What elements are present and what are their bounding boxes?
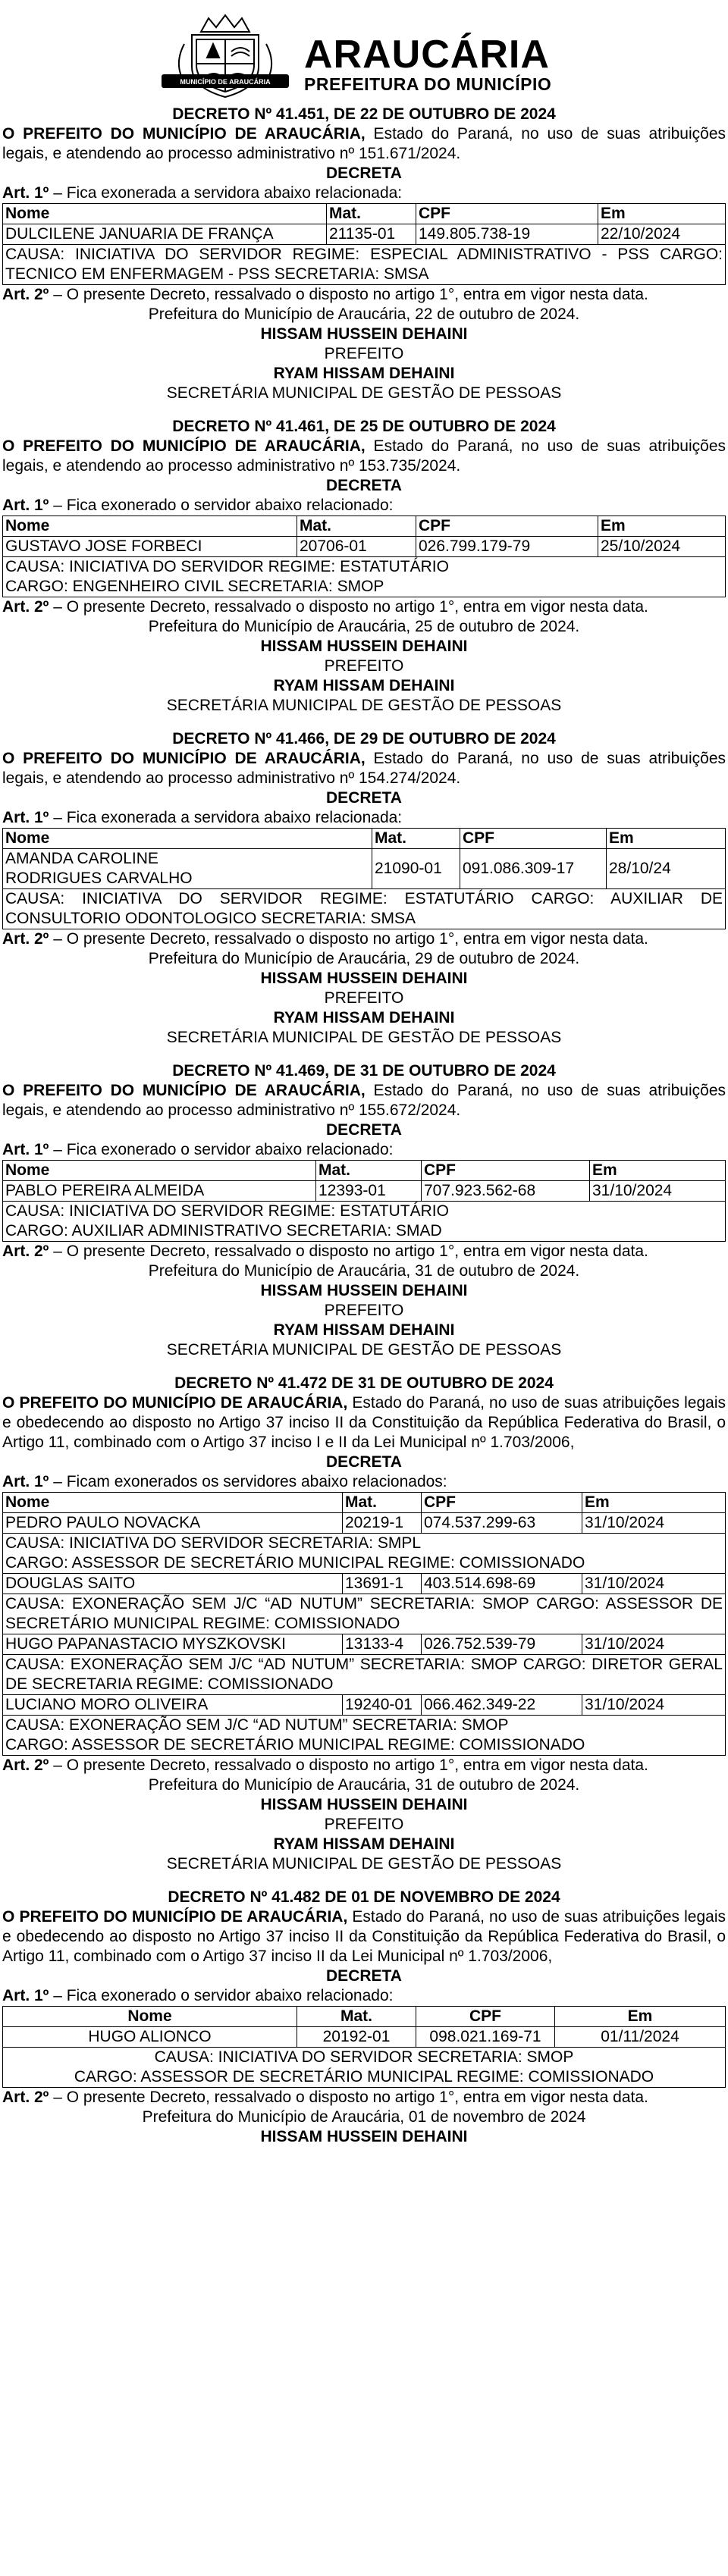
servants-table xyxy=(2,516,726,597)
signer-secretary: RYAM HISSAM DEHAINI xyxy=(273,677,455,694)
table-row: GUSTAVO JOSE FORBECI 20706-01 026.799.179-79 25/10/2024 xyxy=(3,537,726,557)
page-header xyxy=(2,0,726,105)
article-2: Art. 2º – O presente Decreto, ressalvado o disposto no artigo 1°, entra em vigor nesta data. xyxy=(2,930,648,948)
decreta-heading: DECRETA xyxy=(326,1121,402,1139)
table-cause-row: CAUSA: INICIATIVA DO SERVIDOR REGIME: ESPECIAL ADMINISTRATIVO - PSS CARGO: TECNICO EM ENFERMAGEM - PSS SECRETARIA: SMSA xyxy=(3,245,726,285)
decree-intro: O PREFEITO DO MUNICÍPIO DE ARAUCÁRIA, Estado do Paraná, no uso de suas atribuições legais, e atendendo ao processo administrativo nº 153.735/2024. xyxy=(2,437,726,475)
servants-table xyxy=(2,2006,726,2088)
decree-intro: O PREFEITO DO MUNICÍPIO DE ARAUCÁRIA, Estado do Paraná, no uso de suas atribuições legais, e atendendo ao processo administrativo nº 155.672/2024. xyxy=(2,1082,726,1119)
signer-mayor-role: PREFEITO xyxy=(324,989,404,1007)
servants-table xyxy=(2,1160,726,1242)
table-cause-row: CAUSA: INICIATIVA DO SERVIDOR REGIME: ESTATUTÁRIO CARGO: AUXILIAR ADMINISTRATIVO SECRETARIA: SMAD xyxy=(3,1202,726,1242)
table-cause-row: CAUSA: INICIATIVA DO SERVIDOR SECRETARIA: SMPL CARGO: ASSESSOR DE SECRETÁRIO MUNICIPAL REGIME: COMISSIONADO xyxy=(3,1534,726,1574)
table-cause-row: CAUSA: INICIATIVA DO SERVIDOR SECRETARIA: SMOP CARGO: ASSESSOR DE SECRETÁRIO MUNICIPAL REGIME: COMISSIONADO xyxy=(3,2048,726,2088)
decree-title: DECRETO Nº 41.466, DE 29 DE OUTUBRO DE 2024 xyxy=(172,730,556,747)
table-cause-row: CAUSA: INICIATIVA DO SERVIDOR REGIME: ESTATUTÁRIO CARGO: AUXILIAR DE CONSULTORIO ODONTOLOGICO SECRETARIA: SMSA xyxy=(3,889,726,929)
table-header-row: Nome Mat. CPF Em xyxy=(3,1493,726,1513)
article-2: Art. 2º – O presente Decreto, ressalvado o disposto no artigo 1°, entra em vigor nesta data. xyxy=(2,598,648,616)
decree-41466 xyxy=(2,729,726,1048)
table-cause-row: CAUSA: EXONERAÇÃO SEM J/C “AD NUTUM” SECRETARIA: SMOP CARGO: DIRETOR GERAL DE SECRETARIA REGIME: COMISSIONADO xyxy=(3,1655,726,1695)
decree-41472 xyxy=(2,1374,726,1874)
article-2: Art. 2º – O presente Decreto, ressalvado o disposto no artigo 1°, entra em vigor nesta data. xyxy=(2,1757,648,1774)
decree-title: DECRETO Nº 41.469, DE 31 DE OUTUBRO DE 2024 xyxy=(172,1062,556,1080)
table-cause-row: CAUSA: EXONERAÇÃO SEM J/C “AD NUTUM” SECRETARIA: SMOP CARGO: ASSESSOR DE SECRETÁRIO MUNICIPAL REGIME: COMISSIONADO xyxy=(3,1594,726,1634)
article-1: Art. 1º – Fica exonerada a servidora abaixo relacionada: xyxy=(2,809,403,826)
signer-secretary: RYAM HISSAM DEHAINI xyxy=(273,1321,455,1339)
signer-secretary: RYAM HISSAM DEHAINI xyxy=(273,1835,455,1853)
decreta-heading: DECRETA xyxy=(326,1453,402,1471)
article-1: Art. 1º – Ficam exonerados os servidores abaixo relacionados: xyxy=(2,1473,447,1490)
decree-title: DECRETO Nº 41.472 DE 31 DE OUTUBRO DE 2024 xyxy=(174,1374,554,1392)
place-date: Prefeitura do Município de Araucária, 31 de outubro de 2024. xyxy=(148,1262,580,1280)
decree-intro: O PREFEITO DO MUNICÍPIO DE ARAUCÁRIA, Estado do Paraná, no uso de suas atribuições legais e obedecendo ao disposto no Artigo 37 inciso II da Constituição da República Federativa do Brasil, o Artigo 11, combinado com o Artigo 37 inciso II da Lei Municipal nº 1.703/2006, xyxy=(2,1908,726,1965)
decreta-heading: DECRETA xyxy=(326,789,402,807)
decree-41461 xyxy=(2,417,726,716)
decree-intro: O PREFEITO DO MUNICÍPIO DE ARAUCÁRIA, Estado do Paraná, no uso de suas atribuições legais, e atendendo ao processo administrativo nº 151.671/2024. xyxy=(2,125,726,162)
table-row: DOUGLAS SAITO 13691-1 403.514.698-69 31/10/2024 xyxy=(3,1574,726,1594)
article-2: Art. 2º – O presente Decreto, ressalvado o disposto no artigo 1°, entra em vigor nesta data. xyxy=(2,286,648,303)
name-line: AMANDA CAROLINE RODRIGUES CARVALHO xyxy=(5,850,193,887)
signer-mayor-role: PREFEITO xyxy=(324,1302,404,1319)
signer-mayor-role: PREFEITO xyxy=(324,345,404,362)
article-1: Art. 1º – Fica exonerado o servidor abaixo relacionado: xyxy=(2,497,394,514)
article-2: Art. 2º – O presente Decreto, ressalvado o disposto no artigo 1°, entra em vigor nesta data. xyxy=(2,1243,648,1260)
signer-secretary: RYAM HISSAM DEHAINI xyxy=(273,1009,455,1026)
brand-name: ARAUCÁRIA xyxy=(304,33,550,77)
servants-table xyxy=(2,828,726,929)
table-row: DULCILENE JANUARIA DE FRANÇA 21135-01 149.805.738-19 22/10/2024 xyxy=(3,224,726,245)
brand-block xyxy=(304,35,551,94)
servants-table xyxy=(2,1492,726,1756)
place-date: Prefeitura do Município de Araucária, 31 de outubro de 2024. xyxy=(148,1776,580,1794)
decree-title: DECRETO Nº 41.451, DE 22 DE OUTUBRO DE 2024 xyxy=(172,105,556,123)
decree-title: DECRETO Nº 41.482 DE 01 DE NOVEMBRO DE 2024 xyxy=(168,1888,560,1906)
place-date: Prefeitura do Município de Araucária, 22 de outubro de 2024. xyxy=(148,306,580,323)
table-header-row: Nome Mat. CPF Em xyxy=(3,2007,726,2027)
place-date: Prefeitura do Município de Araucária, 29 de outubro de 2024. xyxy=(148,950,580,967)
servants-table xyxy=(2,203,726,285)
signer-secretary-role: SECRETÁRIA MUNICIPAL DE GESTÃO DE PESSOAS xyxy=(166,1341,562,1359)
signer-secretary-role: SECRETÁRIA MUNICIPAL DE GESTÃO DE PESSOAS xyxy=(166,697,562,714)
article-1: Art. 1º – Fica exonerado o servidor abaixo relacionado: xyxy=(2,1141,394,1158)
signer-mayor: HISSAM HUSSEIN DEHAINI xyxy=(260,325,468,343)
article-1: Art. 1º – Fica exonerado o servidor abaixo relacionado: xyxy=(2,1987,394,2004)
table-row: HUGO ALIONCO 20192-01 098.021.169-71 01/11/2024 xyxy=(3,2027,726,2048)
table-header-row: Nome Mat. CPF Em xyxy=(3,1161,726,1181)
signer-mayor: HISSAM HUSSEIN DEHAINI xyxy=(260,970,468,987)
signer-mayor: HISSAM HUSSEIN DEHAINI xyxy=(260,638,468,655)
decree-title: DECRETO Nº 41.461, DE 25 DE OUTUBRO DE 2024 xyxy=(172,418,556,435)
decree-41469 xyxy=(2,1061,726,1360)
table-header-row: Nome Mat. CPF Em xyxy=(3,204,726,224)
table-header-row: Nome Mat. CPF Em xyxy=(3,516,726,537)
signer-mayor: HISSAM HUSSEIN DEHAINI xyxy=(260,1282,468,1299)
decree-intro: O PREFEITO DO MUNICÍPIO DE ARAUCÁRIA, Estado do Paraná, no uso de suas atribuições legais e obedecendo ao disposto no Artigo 37 inciso II da Constituição da República Federativa do Brasil, o Artigo 11, combinado com o Artigo 37 inciso I e II da Lei Municipal nº 1.703/2006, xyxy=(2,1394,726,1451)
decreta-heading: DECRETA xyxy=(326,165,402,182)
signer-secretary-role: SECRETÁRIA MUNICIPAL DE GESTÃO DE PESSOAS xyxy=(166,1855,562,1872)
article-2: Art. 2º – O presente Decreto, ressalvado o disposto no artigo 1°, entra em vigor nesta data. xyxy=(2,2089,648,2106)
article-1: Art. 1º – Fica exonerada a servidora abaixo relacionada: xyxy=(2,184,403,202)
place-date: Prefeitura do Município de Araucária, 25 de outubro de 2024. xyxy=(148,618,580,635)
table-cause-row: CAUSA: EXONERAÇÃO SEM J/C “AD NUTUM” SECRETARIA: SMOP CARGO: ASSESSOR DE SECRETÁRIO MUNICIPAL REGIME: COMISSIONADO xyxy=(3,1716,726,1756)
decree-41451 xyxy=(2,105,726,403)
table-header-row: Nome Mat. CPF Em xyxy=(3,829,726,849)
signer-secretary-role: SECRETÁRIA MUNICIPAL DE GESTÃO DE PESSOAS xyxy=(166,1029,562,1046)
decreta-heading: DECRETA xyxy=(326,477,402,494)
place-date: Prefeitura do Município de Araucária, 01 de novembro de 2024 xyxy=(142,2108,586,2126)
signer-secretary: RYAM HISSAM DEHAINI xyxy=(273,365,455,382)
decree-41482 xyxy=(2,1888,726,2147)
table-row: HUGO PAPANASTACIO MYSZKOVSKI 13133-4 026.752.539-79 31/10/2024 xyxy=(3,1634,726,1655)
decreta-heading: DECRETA xyxy=(326,1967,402,1985)
brand-subtitle: PREFEITURA DO MUNICÍPIO xyxy=(304,74,552,94)
table-row: LUCIANO MORO OLIVEIRA 19240-01 066.462.349-22 31/10/2024 xyxy=(3,1695,726,1716)
decree-intro: O PREFEITO DO MUNICÍPIO DE ARAUCÁRIA, Estado do Paraná, no uso de suas atribuições legais, e atendendo ao processo administrativo nº 154.274/2024. xyxy=(2,750,726,787)
signer-secretary-role: SECRETÁRIA MUNICIPAL DE GESTÃO DE PESSOAS xyxy=(166,384,562,402)
signer-mayor-role: PREFEITO xyxy=(324,1816,404,1833)
signer-mayor-role: PREFEITO xyxy=(324,657,404,675)
svg-text:MUNICÍPIO DE ARAUCÁRIA: MUNICÍPIO DE ARAUCÁRIA xyxy=(180,78,271,86)
signer-mayor: HISSAM HUSSEIN DEHAINI xyxy=(260,1796,468,1813)
table-row: PABLO PEREIRA ALMEIDA 12393-01 707.923.562-68 31/10/2024 xyxy=(3,1181,726,1202)
table-cause-row: CAUSA: INICIATIVA DO SERVIDOR REGIME: ESTATUTÁRIO CARGO: ENGENHEIRO CIVIL SECRETARIA: SMOP xyxy=(3,557,726,597)
signer-mayor: HISSAM HUSSEIN DEHAINI xyxy=(260,2128,468,2145)
table-row: AMANDA CAROLINE RODRIGUES CARVALHO 21090-01 091.086.309-17 28/10/24 xyxy=(3,849,726,889)
table-row: PEDRO PAULO NOVACKA 20219-1 074.537.299-63 31/10/2024 xyxy=(3,1513,726,1534)
municipal-crest-logo xyxy=(162,14,289,101)
